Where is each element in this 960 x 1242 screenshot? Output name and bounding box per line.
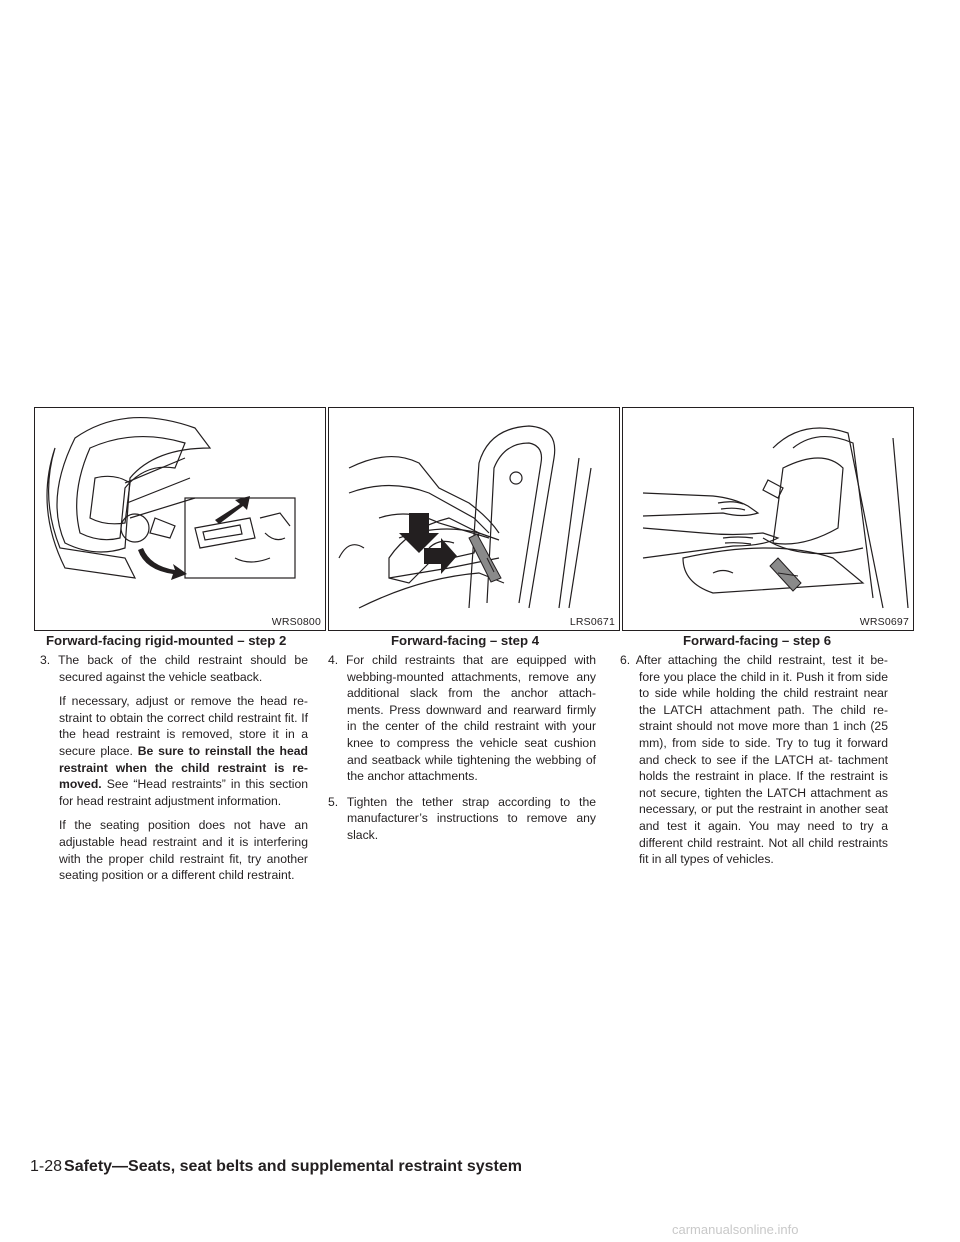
head-restraint-text: If necessary, adjust or remove the head re- straint to obtain the correct child restraint fit. If the head restraint is removed, store it in a secure place. xyxy=(59,694,308,758)
figure-forward-facing-step-6 xyxy=(622,407,914,631)
push-test-illustration xyxy=(623,408,914,631)
section-title: Safety—Seats, seat belts and supplemental restraint system xyxy=(64,1158,522,1175)
figure-caption: Forward-facing – step 6 xyxy=(683,633,832,648)
figure-caption: Forward-facing rigid-mounted – step 2 xyxy=(46,633,287,648)
step-3-text: 3. The back of the child restraint should be secured against the vehicle seatback. xyxy=(40,653,308,684)
alternate-seating-paragraph: If the seating position does not have an adjustable head restraint and it is interfering with the proper child restraint fit, try another seating position or a different child restraint. xyxy=(59,818,308,883)
figure-caption: Forward-facing – step 4 xyxy=(391,633,540,648)
column-middle xyxy=(328,652,596,844)
figure-code: LRS0671 xyxy=(569,616,615,628)
column-left xyxy=(40,652,308,884)
head-restraint-reference: See “Head restraints” in this section for head restraint adjustment information. xyxy=(59,777,309,808)
watermark: carmanualsonline.info xyxy=(672,1222,799,1237)
page-footer xyxy=(30,1158,522,1176)
figure-code: WRS0697 xyxy=(859,616,909,628)
child-seat-latch-illustration xyxy=(35,408,326,631)
step-5-text: 5. Tighten the tether strap according to the manufacturer’s instructions to remove any slack. xyxy=(328,794,596,842)
head-restraint-warning: Be sure to reinstall the head restraint when the child restraint is re- moved. xyxy=(59,743,308,792)
column-right xyxy=(620,652,888,868)
step-6-text: 6. After attaching the child restraint, test it be- fore you place the child in it. Push it from side to side while holding the child restraint near the LATCH attachment path. The child re- straint should not move more than 1 inch (25 mm), from side to side. Try to tug it forward and check to see if the LATCH at- tachment holds the restraint in place. If the restraint is not secure, tighten the LATCH attachment as necessary, or put the restraint in another seat and test it again. You may need to try a different child restraint. Not all child restraints fit in all types of vehicles. xyxy=(620,653,888,867)
figure-forward-facing-step-4 xyxy=(328,407,620,631)
figure-code: WRS0800 xyxy=(271,616,321,628)
knee-press-illustration xyxy=(329,408,620,631)
step-4-text: 4. For child restraints that are equipped with webbing-mounted attachments, remove any additional slack from the anchor attach- ments. Press downward and rearward firmly in the center of the child restraint with your knee to compress the vehicle seat cushion and seatback while tightening the webbing of the anchor attachments. xyxy=(328,653,596,784)
head-restraint-paragraph xyxy=(59,693,308,809)
page-number: 1-28 xyxy=(30,1158,63,1175)
figure-forward-facing-rigid-step-2 xyxy=(34,407,326,631)
